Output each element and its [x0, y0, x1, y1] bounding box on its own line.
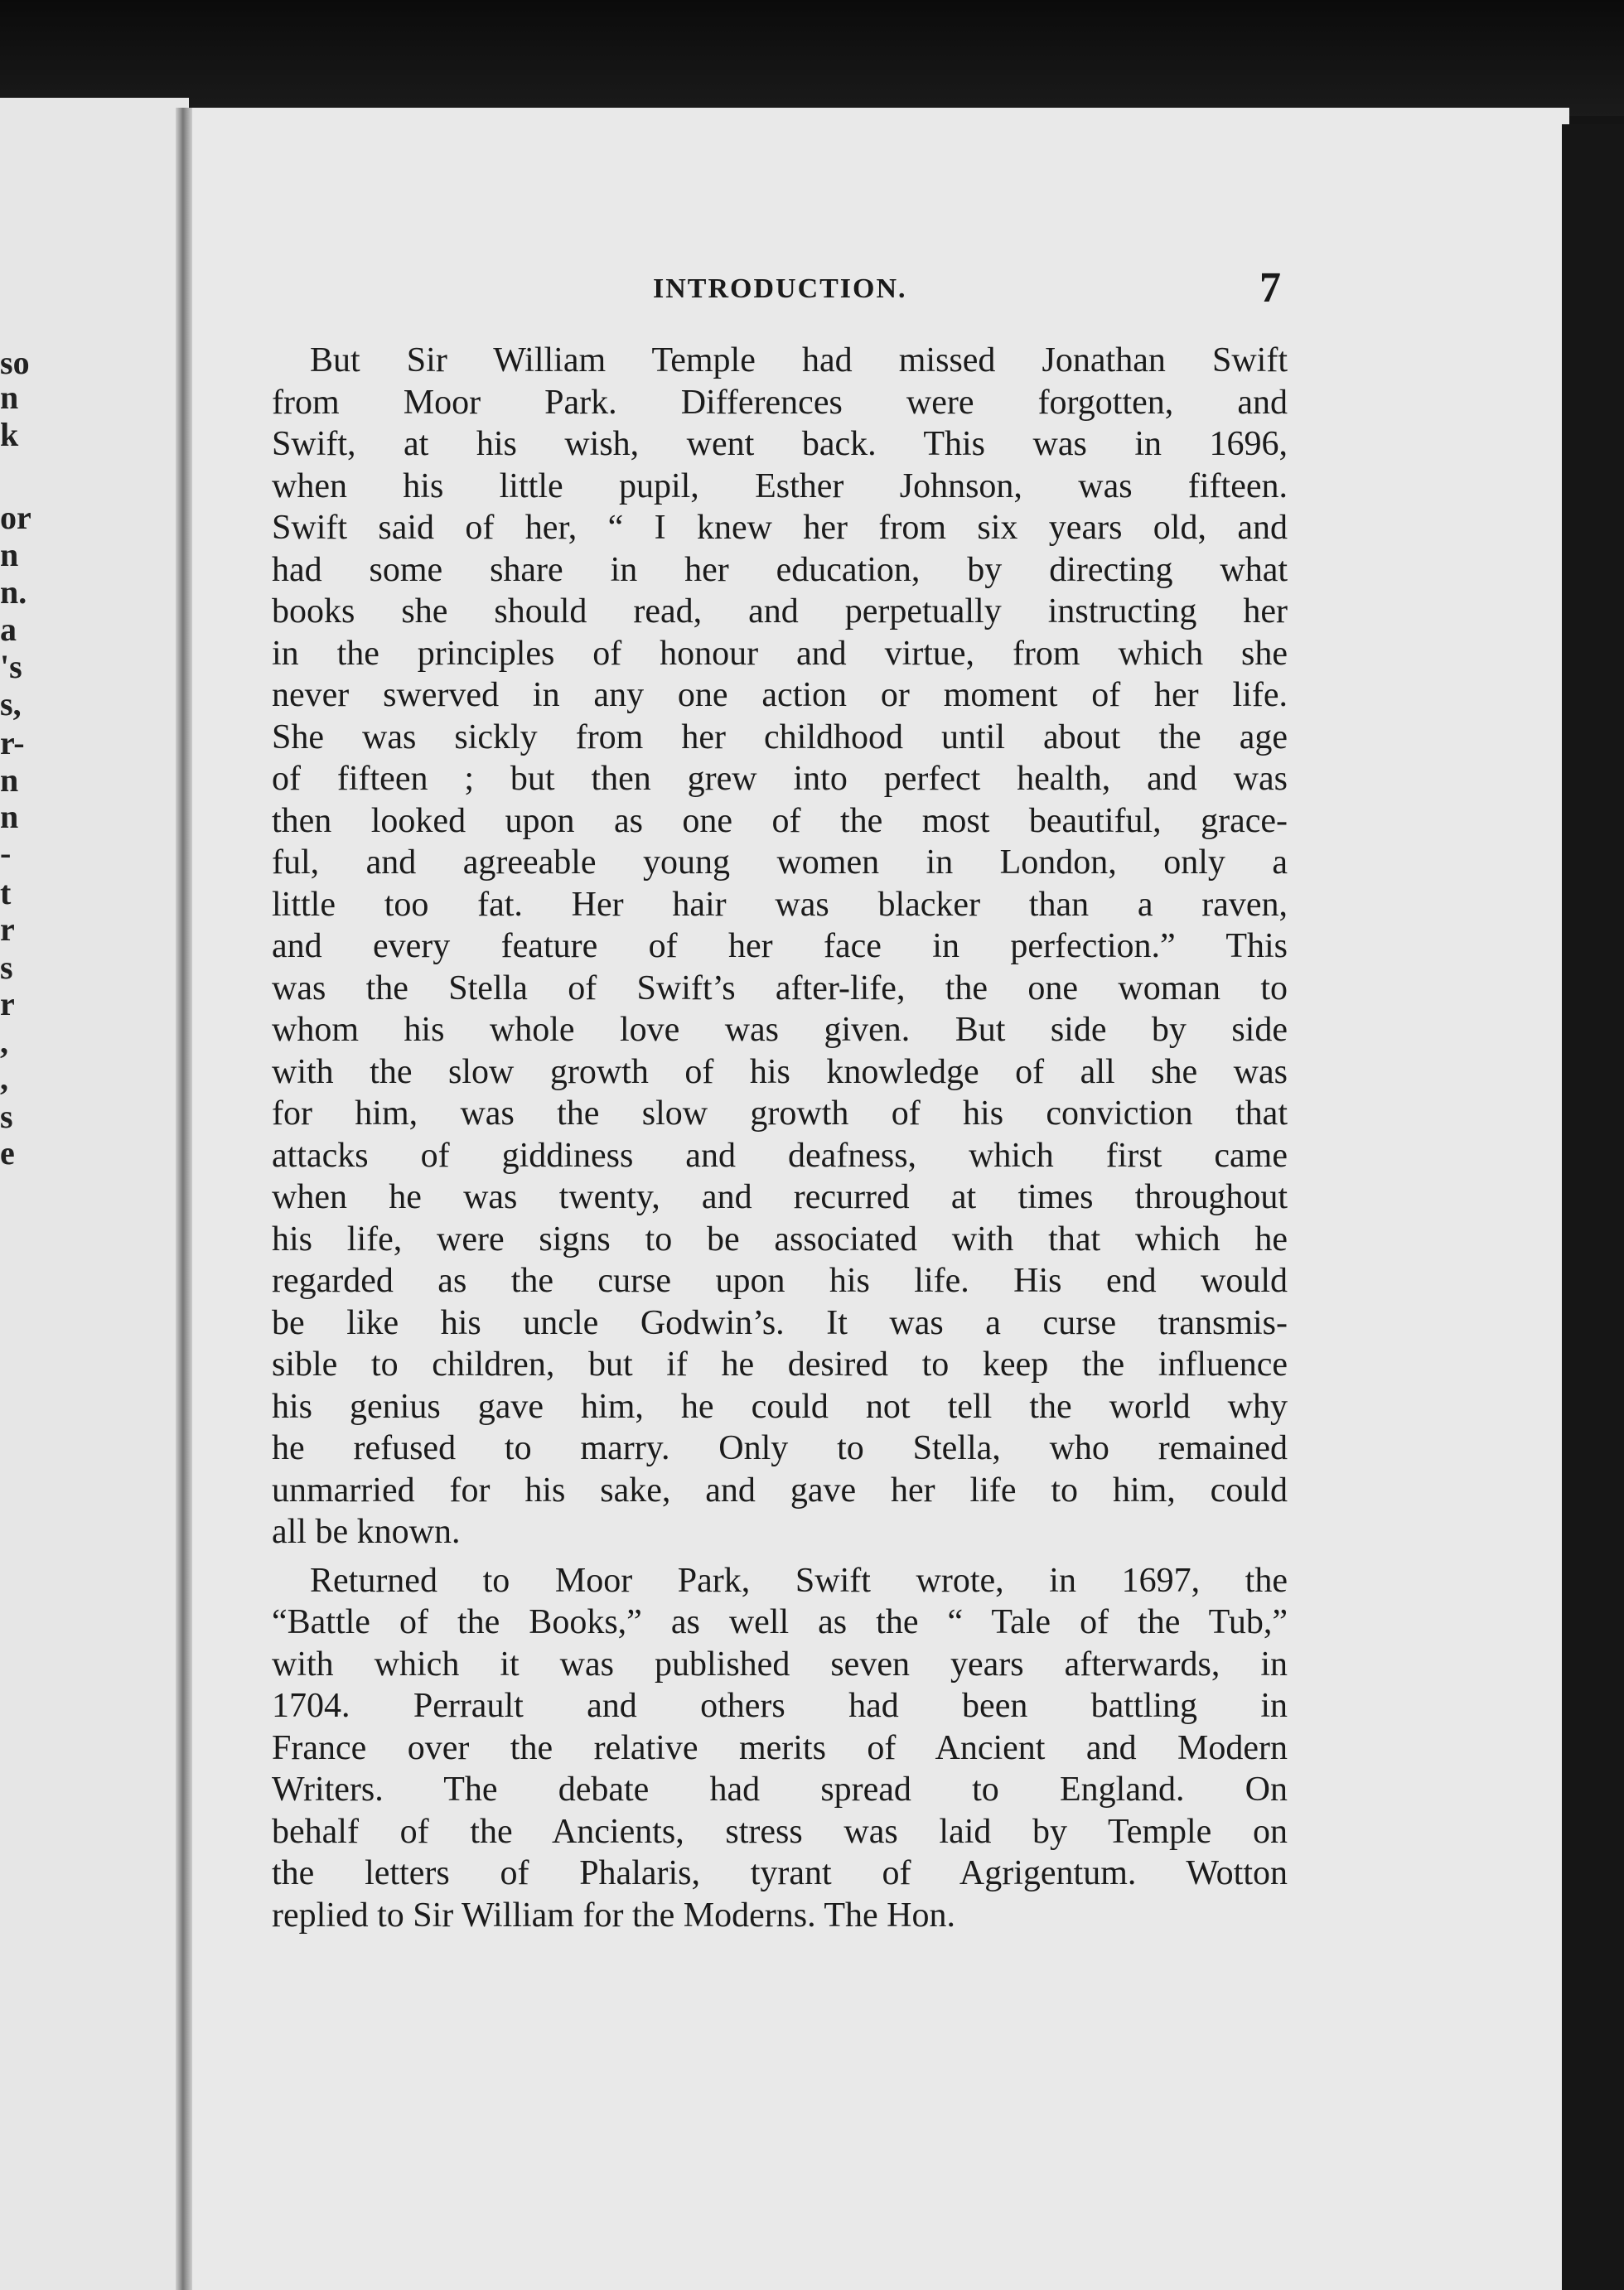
text-line: ful, and agreeable young women in London, only a [272, 843, 1288, 882]
left-page-fragment: n [0, 536, 19, 573]
text-line: Returned to Moor Park, Swift wrote, in 1697, the [310, 1561, 1288, 1600]
text-line: with the slow growth of his knowledge of all she was [272, 1052, 1288, 1091]
text-line: “Battle of the Books,” as well as the “ Tale of the Tub,” [272, 1603, 1288, 1641]
left-page-fragment: s [0, 949, 13, 986]
text-line: all be known. [272, 1513, 461, 1551]
text-line: sible to children, but if he desired to keep the influence [272, 1345, 1288, 1384]
running-head: INTRODUCTION. [653, 273, 907, 304]
left-page-fragment: or [0, 499, 31, 536]
text-line: and every feature of her face in perfection.” This [272, 927, 1288, 965]
left-page-fragment: r [0, 985, 15, 1022]
text-line: regarded as the curse upon his life. His end would [272, 1262, 1288, 1300]
book-gutter [176, 108, 194, 2290]
left-page-fragment: - [0, 834, 12, 872]
left-page-fragment: s [0, 1098, 13, 1135]
text-line: he refused to marry. Only to Stella, who remained [272, 1429, 1288, 1467]
left-page-fragment: s, [0, 685, 22, 722]
text-line: be like his uncle Godwin’s. It was a curse transmis- [272, 1303, 1288, 1342]
text-line: Writers. The debate had spread to England. On [272, 1771, 1288, 1809]
left-page-fragment: t [0, 874, 12, 911]
scan-background-right [1562, 124, 1624, 2290]
paragraph [272, 1560, 1288, 1937]
left-page-fragment: k [0, 416, 19, 453]
page-number: 7 [1259, 264, 1281, 312]
left-page-fragment: , [0, 1023, 8, 1060]
left-page-fragment: , [0, 1060, 8, 1097]
left-page-fragment: so [0, 344, 30, 381]
text-line: his genius gave him, he could not tell the world why [272, 1387, 1288, 1426]
left-page-fragment: n [0, 379, 19, 416]
paragraph-gap [272, 1553, 1288, 1560]
scan-background-top [0, 0, 1624, 116]
text-line: his life, were signs to be associated with that which he [272, 1220, 1288, 1259]
text-line: behalf of the Ancients, stress was laid by Temple on [272, 1812, 1288, 1851]
text-line: from Moor Park. Differences were forgotten, and [272, 383, 1288, 422]
left-page-fragment: n. [0, 573, 27, 611]
text-line: for him, was the slow growth of his conviction that [272, 1094, 1288, 1133]
text-line: attacks of giddiness and deafness, which first came [272, 1136, 1288, 1175]
text-line: Swift said of her, “ I knew her from six years old, and [272, 509, 1288, 547]
text-line: never swerved in any one action or moment of her life. [272, 676, 1288, 714]
left-page-fragment: r- [0, 724, 25, 761]
text-line: books she should read, and perpetually instructing her [272, 592, 1288, 630]
text-line: in the principles of honour and virtue, from which she [272, 634, 1288, 673]
text-line: replied to Sir William for the Moderns. The Hon. [272, 1896, 955, 1935]
text-line: little too fat. Her hair was blacker than a raven, [272, 885, 1288, 924]
paragraph [272, 340, 1288, 1553]
text-line: when his little pupil, Esther Johnson, was fifteen. [272, 466, 1288, 505]
text-line: with which it was published seven years afterwards, in [272, 1645, 1288, 1684]
left-page-fragment: r [0, 911, 15, 948]
body-text [272, 340, 1288, 1936]
left-page-fragment: a [0, 611, 17, 648]
text-line: of fifteen ; but then grew into perfect health, and was [272, 760, 1288, 798]
text-line: then looked upon as one of the most beautiful, grace- [272, 801, 1288, 840]
text-line: was the Stella of Swift’s after-life, the one woman to [272, 969, 1288, 1007]
left-page-fragment: n [0, 798, 19, 835]
text-line: France over the relative merits of Ancient and Modern [272, 1728, 1288, 1767]
text-line: She was sickly from her childhood until about the age [272, 717, 1288, 756]
text-line: But Sir William Temple had missed Jonathan Swift [310, 341, 1288, 379]
text-line: the letters of Phalaris, tyrant of Agrigentum. Wotton [272, 1854, 1288, 1892]
text-line: whom his whole love was given. But side by side [272, 1011, 1288, 1049]
left-page-fragment: e [0, 1134, 15, 1172]
left-page-fragment: 's [0, 648, 22, 685]
text-line: Swift, at his wish, went back. This was in 1696, [272, 425, 1288, 463]
text-line: unmarried for his sake, and gave her life to him, could [272, 1471, 1288, 1510]
text-line: when he was twenty, and recurred at times throughout [272, 1178, 1288, 1216]
left-page-edge [0, 98, 189, 2290]
left-page-fragment: n [0, 761, 19, 799]
text-line: had some share in her education, by directing what [272, 550, 1288, 589]
text-line: 1704. Perrault and others had been battling in [272, 1687, 1288, 1725]
